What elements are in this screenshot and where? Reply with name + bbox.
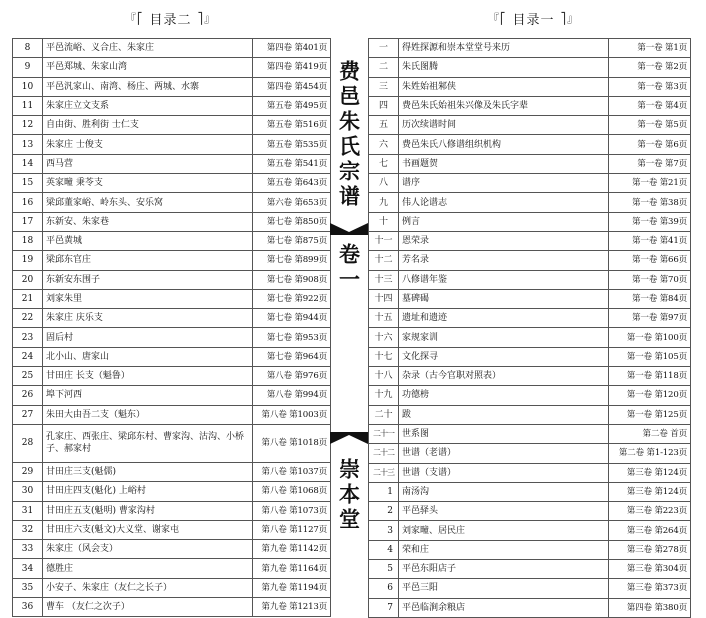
entry-page-ref: 第七卷 第922页 xyxy=(253,289,331,308)
entry-number: 27 xyxy=(13,405,43,424)
spine-volume xyxy=(330,243,368,298)
entry-number: 9 xyxy=(13,58,43,77)
entry-title: 甘田庄五支(魁明) 曹家沟村 xyxy=(43,501,253,520)
bracket-left-icon: 『⎡ xyxy=(488,12,507,25)
entry-title: 书画题贺 xyxy=(399,154,609,173)
entry-page-ref: 第一卷 第3页 xyxy=(609,77,691,96)
entry-page-ref: 第八卷 第1003页 xyxy=(253,405,331,424)
entry-title: 平邑郑城、朱家山湾 xyxy=(43,58,253,77)
entry-number: 8 xyxy=(13,39,43,58)
table-row xyxy=(369,270,691,289)
table-row xyxy=(13,424,331,462)
table-row xyxy=(13,270,331,289)
table-row xyxy=(369,560,691,579)
entry-page-ref: 第四卷 第419页 xyxy=(253,58,331,77)
entry-title: 刘家朱里 xyxy=(43,289,253,308)
entry-page-ref: 第一卷 第125页 xyxy=(609,405,691,424)
entry-title: 遗址和遗迹 xyxy=(399,309,609,328)
entry-title: 孔家庄、西张庄、梁邱东村、曹家沟、沽沟、小桥子、郝家村 xyxy=(43,424,253,462)
entry-title: 刘家疃、居民庄 xyxy=(399,521,609,540)
entry-number: 十九 xyxy=(369,386,399,405)
table-row xyxy=(369,347,691,366)
entry-title: 例言 xyxy=(399,212,609,231)
toc2-table xyxy=(12,38,331,617)
entry-number: 34 xyxy=(13,559,43,578)
entry-number: 14 xyxy=(13,154,43,173)
spine-band-top xyxy=(330,223,368,235)
entry-number: 八 xyxy=(369,174,399,193)
entry-title: 朱家庄 士俊支 xyxy=(43,135,253,154)
entry-page-ref: 第一卷 第4页 xyxy=(609,96,691,115)
entry-number: 36 xyxy=(13,598,43,617)
entry-number: 12 xyxy=(13,116,43,135)
entry-title: 世系图 xyxy=(399,424,609,443)
entry-number: 一 xyxy=(369,39,399,58)
table-row xyxy=(13,231,331,250)
entry-page-ref: 第一卷 第118页 xyxy=(609,367,691,386)
table-row xyxy=(369,58,691,77)
entry-title: 梁邱董家峪、岭东头、安乐窝 xyxy=(43,193,253,212)
entry-page-ref: 第五卷 第516页 xyxy=(253,116,331,135)
entry-page-ref: 第七卷 第875页 xyxy=(253,231,331,250)
table-row xyxy=(13,347,331,366)
entry-page-ref: 第七卷 第964页 xyxy=(253,347,331,366)
entry-title: 甘田庄 长支（魁鲁） xyxy=(43,367,253,386)
table-row xyxy=(13,96,331,115)
table-row xyxy=(369,135,691,154)
entry-number: 5 xyxy=(369,560,399,579)
toc1-heading-text: 目录一 xyxy=(512,12,555,28)
bracket-right-icon: ⎤』 xyxy=(560,12,580,25)
entry-number: 1 xyxy=(369,482,399,501)
entry-title: 朱田大由吾二支（魁东） xyxy=(43,405,253,424)
entry-page-ref: 第一卷 第1页 xyxy=(609,39,691,58)
entry-number: 25 xyxy=(13,367,43,386)
entry-title: 西马营 xyxy=(43,154,253,173)
table-row xyxy=(13,58,331,77)
entry-title: 恩荣录 xyxy=(399,231,609,250)
entry-page-ref: 第一卷 第84页 xyxy=(609,289,691,308)
entry-title: 平邑临涧余粮店 xyxy=(399,598,609,617)
entry-title: 英家疃 秉苓支 xyxy=(43,174,253,193)
table-row xyxy=(369,39,691,58)
entry-title: 朱家庄（风会支） xyxy=(43,540,253,559)
table-row xyxy=(369,579,691,598)
entry-page-ref: 第九卷 第1142页 xyxy=(253,540,331,559)
table-row xyxy=(369,463,691,482)
entry-page-ref: 第五卷 第535页 xyxy=(253,135,331,154)
entry-page-ref: 第二卷 第1-123页 xyxy=(609,444,691,463)
entry-page-ref: 第八卷 第1018页 xyxy=(253,424,331,462)
entry-number: 6 xyxy=(369,579,399,598)
entry-title: 自由街、胜利街 士仁支 xyxy=(43,116,253,135)
entry-title: 东新安、朱家巷 xyxy=(43,212,253,231)
entry-number: 28 xyxy=(13,424,43,462)
table-row xyxy=(369,96,691,115)
entry-page-ref: 第九卷 第1164页 xyxy=(253,559,331,578)
table-row xyxy=(13,501,331,520)
table-row xyxy=(13,77,331,96)
entry-number: 11 xyxy=(13,96,43,115)
entry-title: 固后村 xyxy=(43,328,253,347)
entry-title: 平邑东阳店子 xyxy=(399,560,609,579)
entry-title: 费邑朱氏八修谱组织机构 xyxy=(399,135,609,154)
entry-page-ref: 第五卷 第541页 xyxy=(253,154,331,173)
spine-hall-text: 崇本堂 xyxy=(336,458,362,533)
entry-title: 朱氏图腾 xyxy=(399,58,609,77)
toc2-heading-text: 目录二 xyxy=(149,12,192,28)
entry-page-ref: 第八卷 第976页 xyxy=(253,367,331,386)
entry-number: 十三 xyxy=(369,270,399,289)
entry-page-ref: 第四卷 第401页 xyxy=(253,39,331,58)
entry-number: 13 xyxy=(13,135,43,154)
entry-number: 10 xyxy=(13,77,43,96)
entry-title: 德胜庄 xyxy=(43,559,253,578)
entry-page-ref: 第九卷 第1213页 xyxy=(253,598,331,617)
entry-title: 北小山、唐家山 xyxy=(43,347,253,366)
entry-page-ref: 第四卷 第380页 xyxy=(609,598,691,617)
entry-title: 小安子、朱家庄（友仁之长子） xyxy=(43,578,253,597)
table-row xyxy=(13,135,331,154)
entry-number: 26 xyxy=(13,386,43,405)
spine-title xyxy=(330,60,368,215)
entry-number: 15 xyxy=(13,174,43,193)
entry-page-ref: 第五卷 第643页 xyxy=(253,174,331,193)
entry-title: 墓碑碣 xyxy=(399,289,609,308)
entry-title: 伟人论谱志 xyxy=(399,193,609,212)
table-row xyxy=(13,482,331,501)
table-row xyxy=(13,116,331,135)
entry-page-ref: 第五卷 第495页 xyxy=(253,96,331,115)
entry-title: 功德榜 xyxy=(399,386,609,405)
entry-title: 世谱（老谱） xyxy=(399,444,609,463)
entry-title: 谱序 xyxy=(399,174,609,193)
entry-number: 十四 xyxy=(369,289,399,308)
entry-page-ref: 第一卷 第21页 xyxy=(609,174,691,193)
table-row xyxy=(369,598,691,617)
table-row xyxy=(369,502,691,521)
entry-page-ref: 第一卷 第6页 xyxy=(609,135,691,154)
entry-number: 4 xyxy=(369,540,399,559)
entry-number: 20 xyxy=(13,270,43,289)
entry-number: 三 xyxy=(369,77,399,96)
table-row xyxy=(369,482,691,501)
spine-band-bottom xyxy=(330,432,368,444)
table-row xyxy=(13,174,331,193)
entry-number: 十 xyxy=(369,212,399,231)
entry-number: 24 xyxy=(13,347,43,366)
entry-page-ref: 第三卷 第124页 xyxy=(609,482,691,501)
entry-number: 16 xyxy=(13,193,43,212)
table-row xyxy=(13,328,331,347)
entry-page-ref: 第八卷 第1127页 xyxy=(253,520,331,539)
entry-title: 梁邱东官庄 xyxy=(43,251,253,270)
table-row xyxy=(13,520,331,539)
table-row xyxy=(13,251,331,270)
entry-number: 31 xyxy=(13,501,43,520)
table-row xyxy=(369,444,691,463)
entry-page-ref: 第三卷 第278页 xyxy=(609,540,691,559)
toc2-heading xyxy=(125,6,216,30)
bracket-right-icon: ⎤』 xyxy=(197,12,217,25)
entry-title: 历次续谱时间 xyxy=(399,116,609,135)
table-row xyxy=(369,328,691,347)
entry-page-ref: 第七卷 第908页 xyxy=(253,270,331,289)
entry-number: 六 xyxy=(369,135,399,154)
entry-page-ref: 第一卷 第120页 xyxy=(609,386,691,405)
toc1-heading xyxy=(488,6,579,30)
entry-page-ref: 第七卷 第899页 xyxy=(253,251,331,270)
entry-number: 21 xyxy=(13,289,43,308)
table-row xyxy=(369,77,691,96)
entry-page-ref: 第八卷 第1037页 xyxy=(253,462,331,481)
entry-number: 二十一 xyxy=(369,424,399,443)
entry-page-ref: 第一卷 第70页 xyxy=(609,270,691,289)
entry-title: 费邑朱氏始祖朱兴像及朱氏字辈 xyxy=(399,96,609,115)
table-row xyxy=(369,212,691,231)
entry-page-ref: 第三卷 第124页 xyxy=(609,463,691,482)
entry-title: 文化探寻 xyxy=(399,347,609,366)
table-row xyxy=(13,39,331,58)
entry-page-ref: 第八卷 第994页 xyxy=(253,386,331,405)
table-row xyxy=(13,193,331,212)
entry-page-ref: 第一卷 第7页 xyxy=(609,154,691,173)
entry-number: 二 xyxy=(369,58,399,77)
spine-volume-text: 卷一 xyxy=(336,243,362,293)
entry-title: 甘田庄四支(魁化) 上峪村 xyxy=(43,482,253,501)
entry-title: 甘田庄六支(魁文)大义堂、谢家屯 xyxy=(43,520,253,539)
table-row xyxy=(369,309,691,328)
entry-number: 十六 xyxy=(369,328,399,347)
entry-number: 四 xyxy=(369,96,399,115)
entry-page-ref: 第三卷 第223页 xyxy=(609,502,691,521)
entry-number: 十五 xyxy=(369,309,399,328)
table-row xyxy=(13,154,331,173)
entry-number: 3 xyxy=(369,521,399,540)
entry-page-ref: 第七卷 第953页 xyxy=(253,328,331,347)
table-row xyxy=(369,289,691,308)
entry-page-ref: 第三卷 第373页 xyxy=(609,579,691,598)
entry-title: 甘田庄三支(魁儒) xyxy=(43,462,253,481)
entry-title: 平邑三阳 xyxy=(399,579,609,598)
entry-title: 朱家庄 庆乐支 xyxy=(43,309,253,328)
spine-title-text: 费邑朱氏宗谱 xyxy=(336,60,362,210)
entry-title: 得姓探源和崇本堂堂号来历 xyxy=(399,39,609,58)
entry-page-ref: 第四卷 第454页 xyxy=(253,77,331,96)
entry-page-ref: 第八卷 第1068页 xyxy=(253,482,331,501)
table-row xyxy=(13,405,331,424)
entry-number: 23 xyxy=(13,328,43,347)
table-row xyxy=(369,251,691,270)
table-row xyxy=(13,367,331,386)
entry-title: 朱姓始祖邾侠 xyxy=(399,77,609,96)
table-row xyxy=(13,559,331,578)
entry-number: 七 xyxy=(369,154,399,173)
entry-number: 二十三 xyxy=(369,463,399,482)
table-row xyxy=(13,578,331,597)
entry-number: 35 xyxy=(13,578,43,597)
entry-number: 18 xyxy=(13,231,43,250)
entry-number: 22 xyxy=(13,309,43,328)
entry-title: 埠下河西 xyxy=(43,386,253,405)
entry-number: 五 xyxy=(369,116,399,135)
entry-number: 二十 xyxy=(369,405,399,424)
entry-title: 芳名录 xyxy=(399,251,609,270)
entry-number: 十二 xyxy=(369,251,399,270)
table-row xyxy=(369,521,691,540)
entry-title: 杂录（古今官职对照表） xyxy=(399,367,609,386)
entry-page-ref: 第三卷 第304页 xyxy=(609,560,691,579)
table-row xyxy=(369,154,691,173)
entry-title: 家规家训 xyxy=(399,328,609,347)
entry-number: 33 xyxy=(13,540,43,559)
entry-page-ref: 第一卷 第39页 xyxy=(609,212,691,231)
table-row xyxy=(13,462,331,481)
entry-title: 曹车 （友仁之次子） xyxy=(43,598,253,617)
book-spine xyxy=(330,38,368,542)
entry-title: 南汤沟 xyxy=(399,482,609,501)
table-row xyxy=(369,174,691,193)
entry-number: 2 xyxy=(369,502,399,521)
entry-title: 平邑黄城 xyxy=(43,231,253,250)
entry-number: 19 xyxy=(13,251,43,270)
entry-page-ref: 第六卷 第653页 xyxy=(253,193,331,212)
entry-number: 十七 xyxy=(369,347,399,366)
entry-page-ref: 第二卷 首页 xyxy=(609,424,691,443)
entry-number: 30 xyxy=(13,482,43,501)
toc1-table xyxy=(368,38,691,618)
entry-page-ref: 第一卷 第97页 xyxy=(609,309,691,328)
table-row xyxy=(369,367,691,386)
table-row xyxy=(13,540,331,559)
entry-number: 九 xyxy=(369,193,399,212)
table-row xyxy=(369,405,691,424)
entry-title: 平邑驿头 xyxy=(399,502,609,521)
table-row xyxy=(369,386,691,405)
entry-number: 十一 xyxy=(369,231,399,250)
entry-title: 朱家庄立文支系 xyxy=(43,96,253,115)
entry-number: 二十二 xyxy=(369,444,399,463)
entry-number: 29 xyxy=(13,462,43,481)
entry-title: 世谱（支谱） xyxy=(399,463,609,482)
entry-page-ref: 第九卷 第1194页 xyxy=(253,578,331,597)
table-row xyxy=(369,193,691,212)
spine-hall xyxy=(330,458,368,538)
entry-page-ref: 第七卷 第944页 xyxy=(253,309,331,328)
entry-page-ref: 第一卷 第5页 xyxy=(609,116,691,135)
bracket-left-icon: 『⎡ xyxy=(125,12,144,25)
entry-page-ref: 第七卷 第850页 xyxy=(253,212,331,231)
entry-title: 跋 xyxy=(399,405,609,424)
entry-page-ref: 第一卷 第2页 xyxy=(609,58,691,77)
table-row xyxy=(369,231,691,250)
table-row xyxy=(13,598,331,617)
entry-page-ref: 第一卷 第66页 xyxy=(609,251,691,270)
entry-title: 东新安东围子 xyxy=(43,270,253,289)
entry-page-ref: 第一卷 第100页 xyxy=(609,328,691,347)
entry-page-ref: 第一卷 第38页 xyxy=(609,193,691,212)
entry-number: 17 xyxy=(13,212,43,231)
entry-title: 八修谱年鉴 xyxy=(399,270,609,289)
entry-number: 十八 xyxy=(369,367,399,386)
entry-title: 平邑汎家山、南湾、杨庄、两城、水寨 xyxy=(43,77,253,96)
entry-page-ref: 第一卷 第41页 xyxy=(609,231,691,250)
table-row xyxy=(369,116,691,135)
entry-page-ref: 第三卷 第264页 xyxy=(609,521,691,540)
table-row xyxy=(13,212,331,231)
entry-number: 7 xyxy=(369,598,399,617)
entry-number: 32 xyxy=(13,520,43,539)
table-row xyxy=(13,386,331,405)
entry-title: 平邑流峪、义合庄、朱家庄 xyxy=(43,39,253,58)
table-row xyxy=(13,289,331,308)
entry-page-ref: 第八卷 第1073页 xyxy=(253,501,331,520)
table-row xyxy=(13,309,331,328)
table-row xyxy=(369,424,691,443)
entry-page-ref: 第一卷 第105页 xyxy=(609,347,691,366)
entry-title: 荣和庄 xyxy=(399,540,609,559)
